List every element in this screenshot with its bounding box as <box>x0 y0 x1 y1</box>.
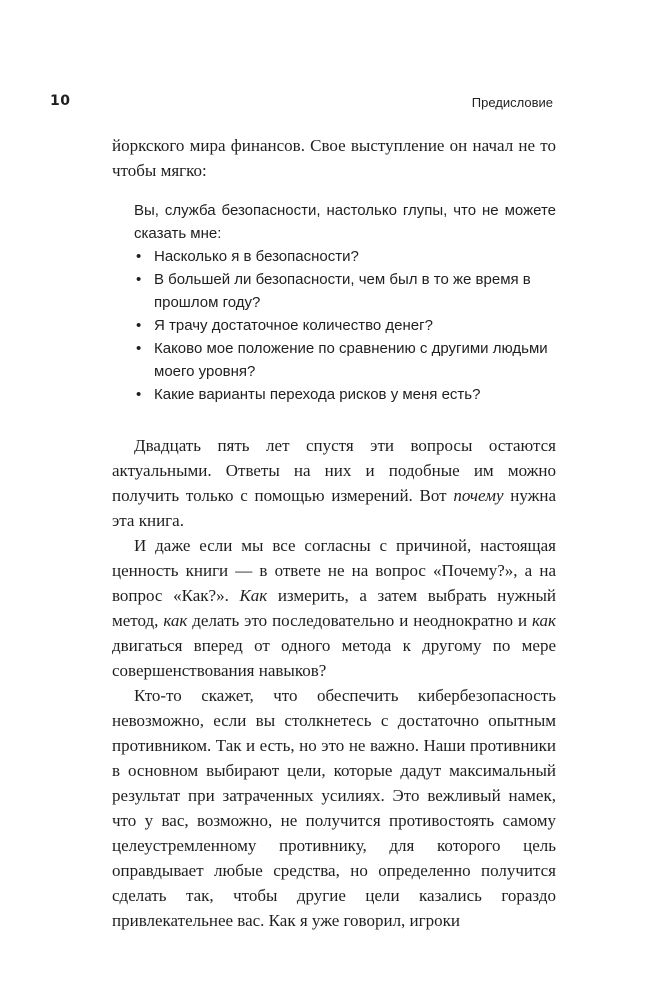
page-content <box>112 133 556 933</box>
emphasis: почему <box>453 486 504 505</box>
bullet-icon: • <box>136 317 142 334</box>
list-item: • Насколько я в безопасности? <box>134 245 556 268</box>
bullet-icon: • <box>136 248 142 265</box>
list-item: • В большей ли безопасности, чем был в то же время в прошлом году? <box>134 268 556 314</box>
paragraph-how: И даже если мы все согласны с причиной, настоящая ценность книги — в ответе не на вопрос «Почему?», а на вопрос «Как?». Как измерить, а затем выбрать нужный метод, как делать это последовательно и неоднократно и как двигаться вперед от одного метода к другому по мере совершенствования навыков? <box>112 536 556 680</box>
paragraph-why: Двадцать пять лет спустя эти вопросы остаются актуальными. Ответы на них и подобные им можно получить только с помощью измерений. Вот почему нужна эта книга. <box>112 436 556 530</box>
paragraph-adversary: Кто-то скажет, что обеспечить кибербезопасность невозможно, если вы столкнетесь с достаточно опытным противником. Так и есть, но это не важно. Наши противники в основном выбирают цели, которые дадут максимальный результат при затраченных усилиях. Это вежливый намек, что у вас, возможно, не получится противостоять самому целеустремленному противнику, для которого цель оправдывает любые средства, но определенно получится сделать так, чтобы другие цели казались гораздо привлекательнее вас. Как я уже говорил, игроки <box>112 686 556 930</box>
paragraph-continued: йоркского мира финансов. Свое выступление он начал не то чтобы мягко: <box>112 136 556 180</box>
running-head: Предисловие <box>471 95 553 110</box>
quote-list <box>134 245 556 406</box>
emphasis: как <box>163 611 188 630</box>
bullet-icon: • <box>136 386 142 403</box>
emphasis: Как <box>239 586 268 605</box>
emphasis: как <box>532 611 556 630</box>
list-item: • Я трачу достаточное количество денег? <box>134 314 556 337</box>
bullet-icon: • <box>136 271 142 288</box>
bullet-icon: • <box>136 340 142 357</box>
list-item: • Каково мое положение по сравнению с другими людьми моего уровня? <box>134 337 556 383</box>
page-number: 10 <box>50 93 71 109</box>
quote-intro: Вы, служба безопасности, настолько глупы, что не можете сказать мне: <box>134 202 556 242</box>
block-quote <box>134 199 556 406</box>
list-item: • Какие варианты перехода рисков у меня есть? <box>134 383 556 406</box>
